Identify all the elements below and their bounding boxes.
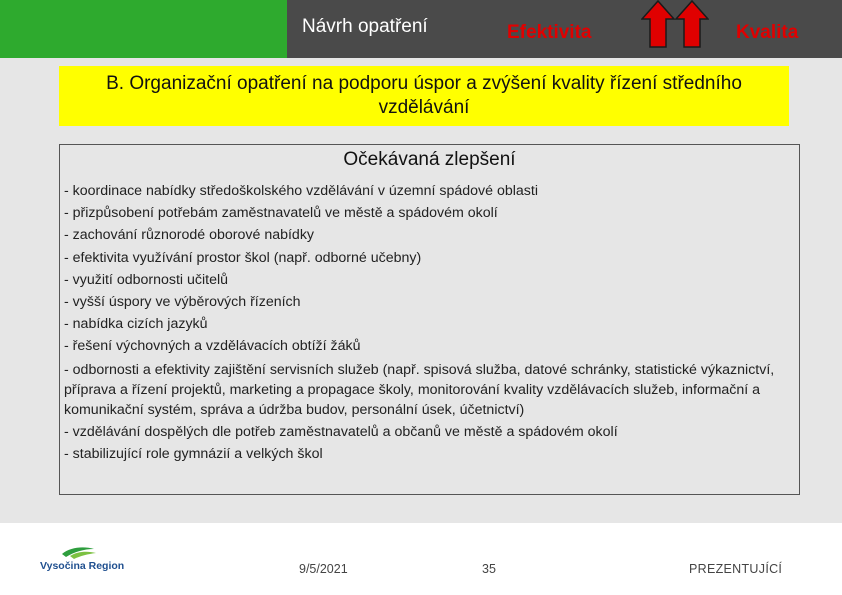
list-item: - nabídka cizích jazyků [64, 316, 208, 333]
up-arrow-icon [641, 0, 675, 48]
vysocina-region-logo [40, 545, 140, 573]
up-arrow-icon [675, 0, 709, 48]
slide-title: Návrh opatření [302, 16, 428, 37]
logo-text: Vysočina Region [40, 560, 125, 572]
green-band [0, 0, 287, 58]
footer-date: 9/5/2021 [299, 562, 348, 576]
list-item: - vyšší úspory ve výběrových řízeních [64, 294, 301, 311]
efektivita-label: Efektivita [507, 22, 592, 43]
list-item: - stabilizující role gymnázií a velkých škol [64, 445, 323, 462]
list-item: - koordinace nabídky středoškolského vzdělávání v územní spádové oblasti [64, 183, 538, 199]
banner-text: B. Organizační opatření na podporu úspor a zvýšení kvality řízení středního vzdělávání [106, 73, 742, 118]
list-item: - vzdělávání dospělých dle potřeb zaměstnavatelů a občanů ve městě a spádovém okolí [64, 423, 618, 440]
improvements-box [59, 144, 800, 495]
list-item: - využití odbornosti učitelů [64, 271, 229, 288]
list-item: - přizpůsobení potřebám zaměstnavatelů ve městě a spádovém okolí [64, 205, 498, 222]
footer-presenter: PREZENTUJÍCÍ [689, 562, 783, 576]
list-item: - odbornosti a efektivity zajištění servisních služeb (např. spisová služba, datové schránky, statistické výkaznictví, příprava a řízení projektů, marketing a propagace školy, monitorování kvality vzdělávacích služeb, informační a komunikační systém, správa a údržba budov, personální úsek, účetnictví) [64, 361, 775, 418]
improvements-list [64, 180, 794, 465]
list-item: - efektivita využívání prostor škol (např. odborné učebny) [64, 249, 422, 266]
box-title: Očekávaná zlepšení [343, 149, 516, 170]
list-item: - řešení výchovných a vzdělávacích obtíží žáků [64, 338, 361, 355]
kvalita-label: Kvalita [736, 22, 799, 43]
page-number: 35 [482, 562, 496, 576]
list-item: - zachování různorodé oborové nabídky [64, 227, 315, 244]
section-banner [59, 66, 789, 126]
